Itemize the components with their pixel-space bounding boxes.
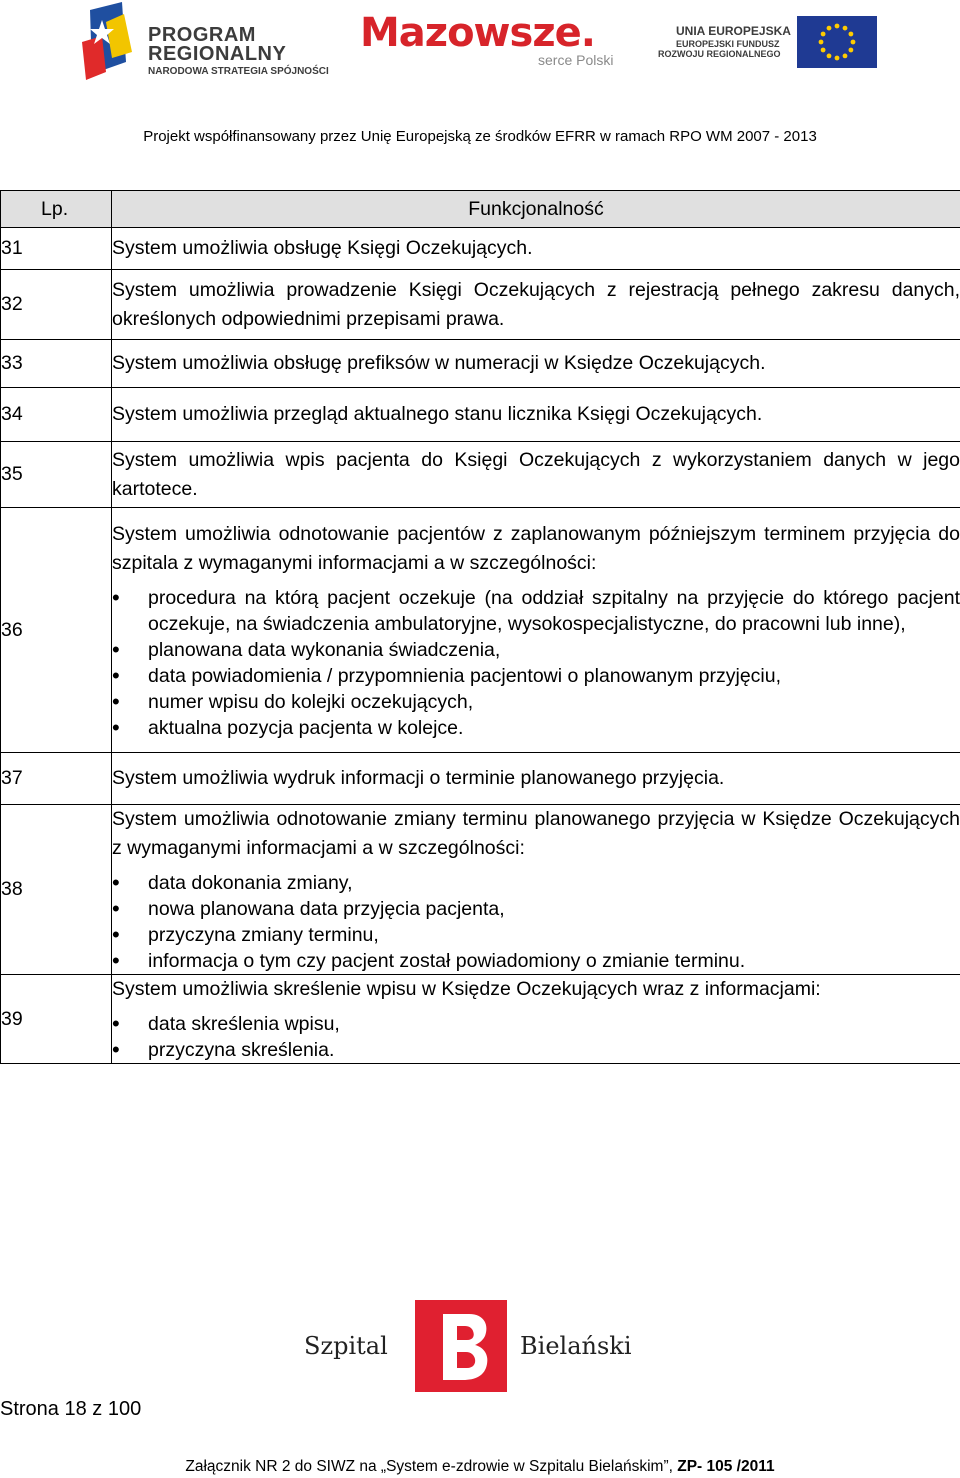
row-number: 31 bbox=[1, 228, 112, 270]
row-text: System umożliwia wydruk informacji o terminie planowanego przyjęcia. bbox=[112, 753, 960, 805]
szpital-bielanski-logo bbox=[300, 1300, 660, 1392]
column-header-lp: Lp. bbox=[1, 191, 112, 228]
row-number: 37 bbox=[1, 753, 112, 805]
table-row bbox=[1, 340, 960, 388]
list-item: • nowa planowana data przyjęcia pacjenta, bbox=[112, 896, 960, 922]
program-regionalny-logo bbox=[80, 2, 330, 82]
list-item: • przyczyna skreślenia. bbox=[112, 1037, 960, 1063]
table-row bbox=[1, 442, 960, 508]
row-number: 36 bbox=[1, 508, 112, 753]
page-footer bbox=[0, 1458, 960, 1476]
row-text: System umożliwia obsługę prefiksów w numeracji w Księdze Oczekujących. bbox=[112, 340, 960, 388]
logo-banner bbox=[0, 0, 960, 100]
footer-code: ZP- 105 /2011 bbox=[677, 1458, 775, 1475]
eu-logo-line2: EUROPEJSKI FUNDUSZ bbox=[676, 39, 780, 49]
mazowsze-logo bbox=[360, 10, 620, 75]
row-text: System umożliwia wpis pacjenta do Księgi Oczekujących z wykorzystaniem danych w jego kartotece. bbox=[112, 442, 960, 508]
row-text: System umożliwia skreślenie wpisu w Księdze Oczekujących wraz z informacjami: bbox=[112, 978, 821, 1000]
requirements-table bbox=[0, 190, 960, 1064]
table-row bbox=[1, 388, 960, 442]
list-item: • informacja o tym czy pacjent został powiadomiony o zmianie terminu. bbox=[112, 948, 960, 974]
row-text: System umożliwia odnotowanie pacjentów z zaplanowanym późniejszym terminem przyjęcia do szpitala z wymaganymi informacjami a w szczególności: bbox=[112, 522, 960, 574]
list-item: • data skreślenia wpisu, bbox=[112, 1011, 960, 1037]
row-cell bbox=[112, 975, 960, 1064]
program-logo-line2: REGIONALNY bbox=[148, 43, 287, 65]
program-logo-line1: PROGRAM bbox=[148, 24, 256, 46]
page-number: Strona 18 z 100 bbox=[0, 1398, 142, 1420]
eu-logo-line1: UNIA EUROPEJSKA bbox=[676, 24, 791, 38]
table-row bbox=[1, 975, 960, 1064]
row-number: 34 bbox=[1, 388, 112, 442]
eu-flag-icon bbox=[797, 16, 877, 68]
hospital-b-mark-icon bbox=[415, 1300, 507, 1392]
row-number: 35 bbox=[1, 442, 112, 508]
bullet-list bbox=[112, 585, 960, 741]
hospital-logo-right-text: Bielański bbox=[520, 1332, 632, 1360]
list-item: • procedura na którą pacjent oczekuje (na oddział szpitalny na przyjęcie do którego pacjent oczekuje, na świadczenia ambulatoryjne, wysokospecjalistyczne, do pracowni lub inne), bbox=[112, 585, 960, 637]
footer-text: Załącznik NR 2 do SIWZ na „System e-zdrowie w Szpitalu Bielańskim”, bbox=[185, 1458, 678, 1475]
table-row bbox=[1, 805, 960, 975]
mazowsze-tagline: serce Polski bbox=[538, 52, 614, 68]
eu-logo-line3: ROZWOJU REGIONALNEGO bbox=[658, 49, 781, 59]
list-item: • numer wpisu do kolejki oczekujących, bbox=[112, 689, 960, 715]
bullet-list bbox=[112, 870, 960, 974]
row-number: 32 bbox=[1, 270, 112, 340]
row-number: 38 bbox=[1, 805, 112, 975]
table-row bbox=[1, 228, 960, 270]
row-number: 39 bbox=[1, 975, 112, 1064]
row-cell bbox=[112, 508, 960, 753]
row-number: 33 bbox=[1, 340, 112, 388]
bullet-list bbox=[112, 1011, 960, 1063]
row-text: System umożliwia przegląd aktualnego stanu licznika Księgi Oczekujących. bbox=[112, 388, 960, 442]
row-text: System umożliwia prowadzenie Księgi Oczekujących z rejestracją pełnego zakresu danych, określonych odpowiednimi przepisami prawa. bbox=[112, 270, 960, 340]
column-header-functionality: Funkcjonalność bbox=[112, 191, 960, 228]
eu-logo bbox=[658, 16, 878, 68]
mazowsze-wordmark: Mazowsze. bbox=[360, 10, 595, 56]
cofinancing-note: Projekt współfinansowany przez Unię Europejską ze środków EFRR w ramach RPO WM 2007 - 2013 bbox=[143, 128, 817, 145]
table-row bbox=[1, 270, 960, 340]
row-text: System umożliwia obsługę Księgi Oczekujących. bbox=[112, 228, 960, 270]
row-cell bbox=[112, 805, 960, 975]
program-logo-line3: NARODOWA STRATEGIA SPÓJNOŚCI bbox=[148, 66, 329, 77]
hospital-logo-left-text: Szpital bbox=[304, 1332, 388, 1360]
list-item: • planowana data wykonania świadczenia, bbox=[112, 637, 960, 663]
list-item: • aktualna pozycja pacjenta w kolejce. bbox=[112, 715, 960, 741]
row-text: System umożliwia odnotowanie zmiany terminu planowanego przyjęcia w Księdze Oczekujących z wymaganymi informacjami a w szczególności: bbox=[112, 808, 960, 859]
table-row bbox=[1, 753, 960, 805]
table-row bbox=[1, 508, 960, 753]
list-item: • data powiadomienia / przypomnienia pacjentowi o planowanym przyjęciu, bbox=[112, 663, 960, 689]
list-item: • data dokonania zmiany, bbox=[112, 870, 960, 896]
table-header-row bbox=[1, 191, 960, 228]
program-regionalny-flag-icon bbox=[80, 2, 140, 82]
list-item: • przyczyna zmiany terminu, bbox=[112, 922, 960, 948]
